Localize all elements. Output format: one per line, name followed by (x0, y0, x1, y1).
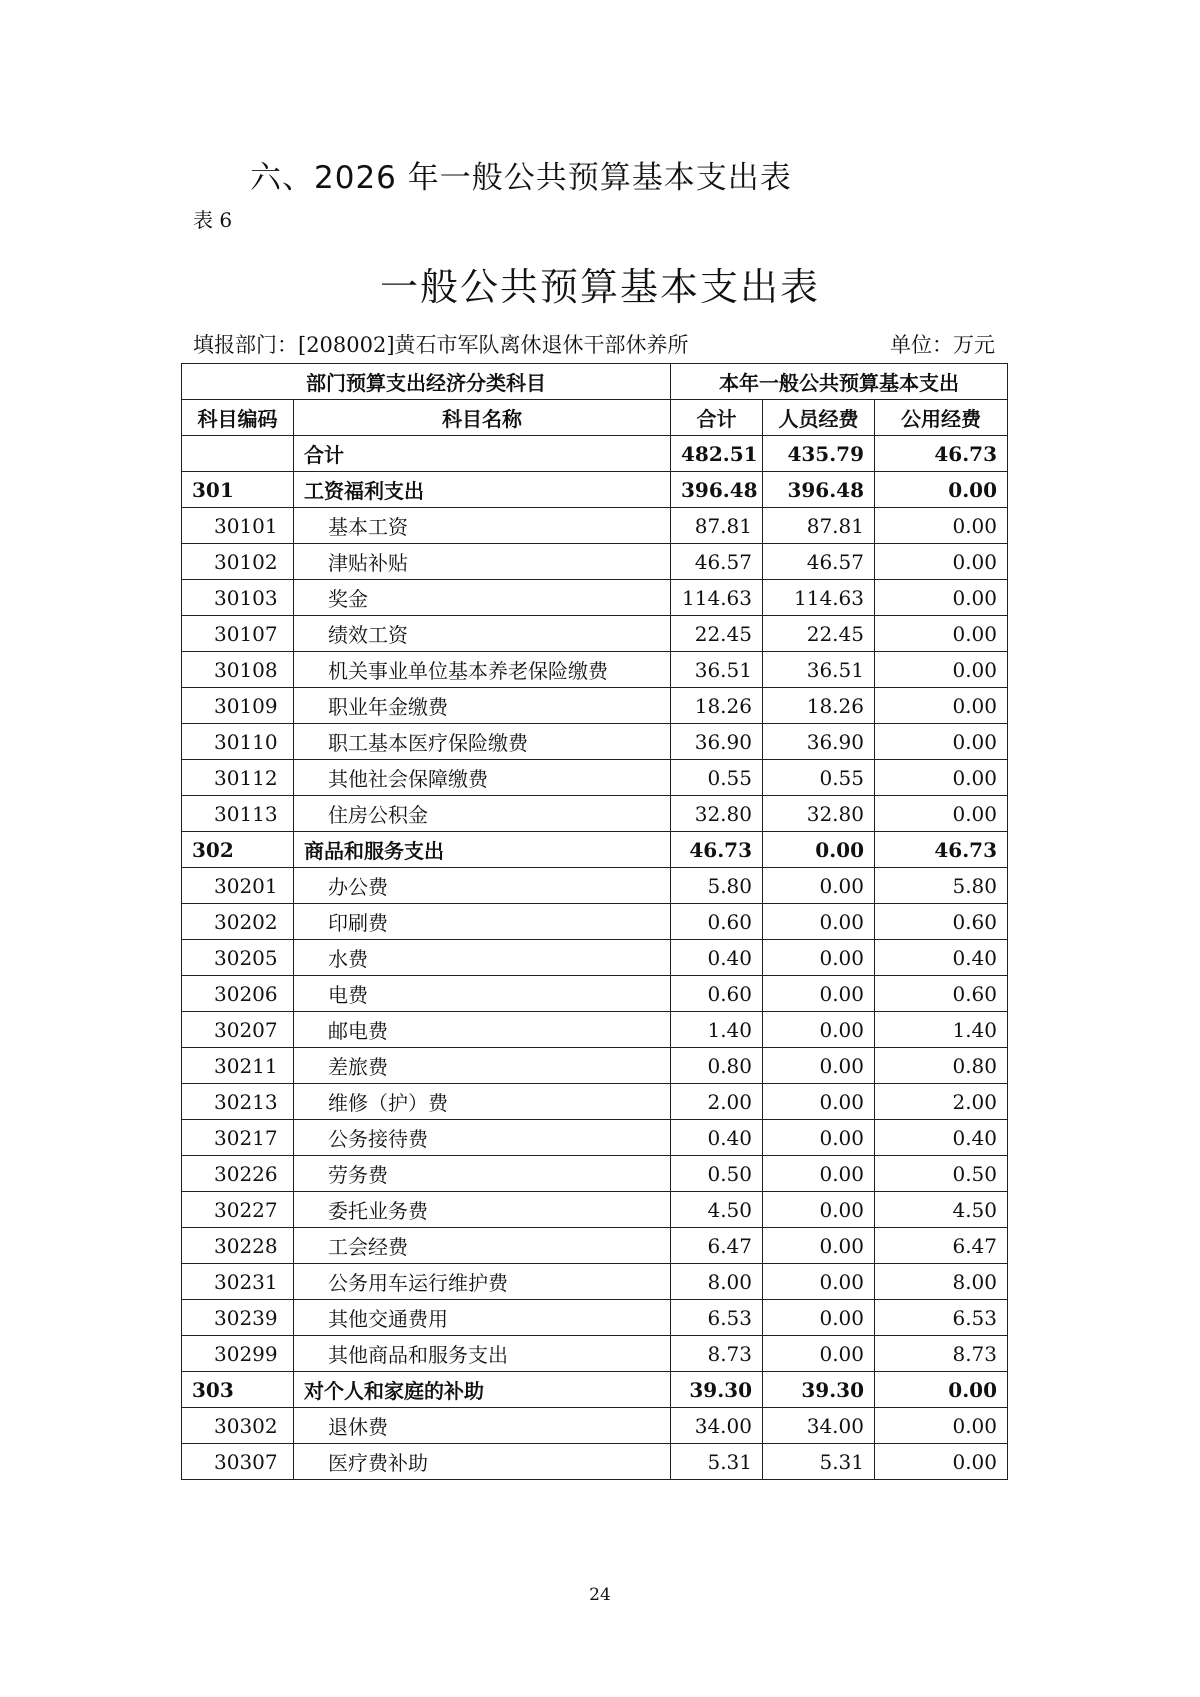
cell-name: 津贴补贴 (294, 544, 671, 580)
cell-personnel: 87.81 (763, 508, 875, 544)
cell-total: 114.63 (671, 580, 763, 616)
cell-public: 0.00 (875, 1372, 1008, 1408)
cell-personnel: 0.00 (763, 1048, 875, 1084)
table-row (182, 1336, 1008, 1372)
cell-public: 2.00 (875, 1084, 1008, 1120)
cell-personnel: 0.00 (763, 1120, 875, 1156)
cell-total: 482.51 (671, 436, 763, 472)
cell-code: 30103 (182, 580, 294, 616)
cell-name: 印刷费 (294, 904, 671, 940)
cell-code: 30228 (182, 1228, 294, 1264)
cell-total: 36.90 (671, 724, 763, 760)
cell-name: 机关事业单位基本养老保险缴费 (294, 652, 671, 688)
cell-code: 30231 (182, 1264, 294, 1300)
cell-total: 36.51 (671, 652, 763, 688)
cell-personnel: 0.55 (763, 760, 875, 796)
cell-code: 30112 (182, 760, 294, 796)
cell-total: 5.80 (671, 868, 763, 904)
cell-code: 30226 (182, 1156, 294, 1192)
cell-total: 5.31 (671, 1444, 763, 1480)
cell-code: 30213 (182, 1084, 294, 1120)
table-row (182, 832, 1008, 868)
cell-code: 302 (182, 832, 294, 868)
table-row (182, 472, 1008, 508)
cell-name: 商品和服务支出 (294, 832, 671, 868)
cell-public: 0.00 (875, 796, 1008, 832)
header-total: 合计 (671, 400, 763, 436)
cell-personnel: 0.00 (763, 1228, 875, 1264)
department-line (193, 329, 689, 359)
cell-total: 1.40 (671, 1012, 763, 1048)
cell-public: 0.00 (875, 760, 1008, 796)
cell-code: 30110 (182, 724, 294, 760)
cell-name: 其他交通费用 (294, 1300, 671, 1336)
department-label: 填报部门： (193, 333, 298, 357)
table-row (182, 1012, 1008, 1048)
table-row (182, 1300, 1008, 1336)
cell-total: 18.26 (671, 688, 763, 724)
cell-public: 46.73 (875, 436, 1008, 472)
cell-personnel: 39.30 (763, 1372, 875, 1408)
cell-name: 职工基本医疗保险缴费 (294, 724, 671, 760)
cell-public: 0.00 (875, 1444, 1008, 1480)
cell-public: 0.00 (875, 1408, 1008, 1444)
cell-code (182, 436, 294, 472)
cell-name: 住房公积金 (294, 796, 671, 832)
cell-code: 30211 (182, 1048, 294, 1084)
cell-personnel: 0.00 (763, 940, 875, 976)
cell-code: 303 (182, 1372, 294, 1408)
cell-public: 0.60 (875, 904, 1008, 940)
unit-label: 单位：万元 (890, 333, 995, 357)
cell-name: 水费 (294, 940, 671, 976)
cell-code: 30205 (182, 940, 294, 976)
cell-code: 30227 (182, 1192, 294, 1228)
table-row (182, 1372, 1008, 1408)
cell-total: 0.40 (671, 1120, 763, 1156)
cell-name: 绩效工资 (294, 616, 671, 652)
table-row (182, 616, 1008, 652)
cell-total: 396.48 (671, 472, 763, 508)
cell-total: 8.00 (671, 1264, 763, 1300)
cell-total: 0.55 (671, 760, 763, 796)
cell-code: 30102 (182, 544, 294, 580)
table-row (182, 724, 1008, 760)
cell-code: 30307 (182, 1444, 294, 1480)
table-row (182, 580, 1008, 616)
cell-public: 0.00 (875, 544, 1008, 580)
cell-name: 委托业务费 (294, 1192, 671, 1228)
cell-name: 工资福利支出 (294, 472, 671, 508)
cell-personnel: 435.79 (763, 436, 875, 472)
cell-name: 劳务费 (294, 1156, 671, 1192)
cell-public: 0.00 (875, 472, 1008, 508)
cell-personnel: 0.00 (763, 1192, 875, 1228)
budget-table (181, 363, 1008, 1480)
cell-code: 30202 (182, 904, 294, 940)
cell-name: 办公费 (294, 868, 671, 904)
cell-code: 30302 (182, 1408, 294, 1444)
table-row (182, 1084, 1008, 1120)
cell-public: 0.80 (875, 1048, 1008, 1084)
cell-total: 32.80 (671, 796, 763, 832)
table-row (182, 544, 1008, 580)
table-row (182, 1264, 1008, 1300)
cell-name: 工会经费 (294, 1228, 671, 1264)
cell-personnel: 0.00 (763, 1012, 875, 1048)
cell-code: 30108 (182, 652, 294, 688)
table-row (182, 976, 1008, 1012)
cell-personnel: 0.00 (763, 1084, 875, 1120)
cell-name: 邮电费 (294, 1012, 671, 1048)
cell-name: 电费 (294, 976, 671, 1012)
cell-public: 0.40 (875, 940, 1008, 976)
cell-name: 职业年金缴费 (294, 688, 671, 724)
table-row (182, 1228, 1008, 1264)
cell-code: 30109 (182, 688, 294, 724)
header-group-row (182, 364, 1008, 400)
page-title: 一般公共预算基本支出表 (379, 265, 820, 309)
cell-name: 其他商品和服务支出 (294, 1336, 671, 1372)
cell-name: 其他社会保障缴费 (294, 760, 671, 796)
cell-personnel: 22.45 (763, 616, 875, 652)
cell-total: 6.53 (671, 1300, 763, 1336)
cell-public: 8.00 (875, 1264, 1008, 1300)
cell-total: 87.81 (671, 508, 763, 544)
cell-total: 2.00 (671, 1084, 763, 1120)
cell-personnel: 0.00 (763, 1336, 875, 1372)
cell-personnel: 32.80 (763, 796, 875, 832)
header-code: 科目编码 (182, 400, 294, 436)
cell-name: 奖金 (294, 580, 671, 616)
cell-name: 退休费 (294, 1408, 671, 1444)
header-column-row (182, 400, 1008, 436)
table-row (182, 868, 1008, 904)
cell-public: 6.53 (875, 1300, 1008, 1336)
cell-name: 对个人和家庭的补助 (294, 1372, 671, 1408)
cell-name: 差旅费 (294, 1048, 671, 1084)
cell-code: 30206 (182, 976, 294, 1012)
header-name: 科目名称 (294, 400, 671, 436)
table-row (182, 1192, 1008, 1228)
cell-total: 0.40 (671, 940, 763, 976)
cell-personnel: 0.00 (763, 904, 875, 940)
table-number: 表 6 (193, 208, 233, 232)
cell-personnel: 0.00 (763, 1156, 875, 1192)
header-personnel: 人员经费 (763, 400, 875, 436)
cell-personnel: 36.51 (763, 652, 875, 688)
header-public: 公用经费 (875, 400, 1008, 436)
cell-name: 公务接待费 (294, 1120, 671, 1156)
cell-public: 1.40 (875, 1012, 1008, 1048)
cell-public: 0.50 (875, 1156, 1008, 1192)
table-row (182, 796, 1008, 832)
table-row (182, 940, 1008, 976)
cell-public: 8.73 (875, 1336, 1008, 1372)
table-row (182, 1156, 1008, 1192)
cell-code: 30217 (182, 1120, 294, 1156)
cell-public: 0.00 (875, 508, 1008, 544)
cell-public: 0.00 (875, 580, 1008, 616)
table-row (182, 1444, 1008, 1480)
table-row (182, 904, 1008, 940)
cell-personnel: 5.31 (763, 1444, 875, 1480)
cell-public: 46.73 (875, 832, 1008, 868)
cell-name: 维修（护）费 (294, 1084, 671, 1120)
header-group-classification: 部门预算支出经济分类科目 (182, 364, 671, 400)
cell-personnel: 114.63 (763, 580, 875, 616)
cell-total: 0.60 (671, 976, 763, 1012)
table-row (182, 1408, 1008, 1444)
cell-code: 30207 (182, 1012, 294, 1048)
header-group-expenditure: 本年一般公共预算基本支出 (671, 364, 1008, 400)
cell-code: 30299 (182, 1336, 294, 1372)
cell-personnel: 0.00 (763, 1300, 875, 1336)
cell-personnel: 18.26 (763, 688, 875, 724)
cell-total: 0.50 (671, 1156, 763, 1192)
cell-total: 0.80 (671, 1048, 763, 1084)
cell-name: 医疗费补助 (294, 1444, 671, 1480)
cell-code: 30239 (182, 1300, 294, 1336)
cell-public: 4.50 (875, 1192, 1008, 1228)
cell-total: 39.30 (671, 1372, 763, 1408)
page-number: 24 (589, 1585, 611, 1605)
cell-total: 46.57 (671, 544, 763, 580)
cell-code: 30201 (182, 868, 294, 904)
cell-public: 6.47 (875, 1228, 1008, 1264)
cell-public: 0.60 (875, 976, 1008, 1012)
cell-public: 0.00 (875, 652, 1008, 688)
cell-total: 22.45 (671, 616, 763, 652)
cell-total: 8.73 (671, 1336, 763, 1372)
cell-total: 34.00 (671, 1408, 763, 1444)
cell-name: 基本工资 (294, 508, 671, 544)
cell-name: 公务用车运行维护费 (294, 1264, 671, 1300)
cell-public: 0.00 (875, 616, 1008, 652)
cell-code: 30113 (182, 796, 294, 832)
cell-code: 30107 (182, 616, 294, 652)
cell-public: 0.00 (875, 724, 1008, 760)
table-body (182, 436, 1008, 1480)
table-row (182, 688, 1008, 724)
cell-personnel: 0.00 (763, 1264, 875, 1300)
cell-total: 6.47 (671, 1228, 763, 1264)
cell-personnel: 46.57 (763, 544, 875, 580)
cell-code: 30101 (182, 508, 294, 544)
cell-personnel: 396.48 (763, 472, 875, 508)
department-value: [208002]黄石市军队离休退休干部休养所 (298, 333, 689, 357)
table-row (182, 1120, 1008, 1156)
cell-total: 4.50 (671, 1192, 763, 1228)
cell-public: 5.80 (875, 868, 1008, 904)
table-row (182, 760, 1008, 796)
cell-personnel: 0.00 (763, 868, 875, 904)
table-row (182, 1048, 1008, 1084)
cell-name: 合计 (294, 436, 671, 472)
cell-personnel: 0.00 (763, 832, 875, 868)
cell-code: 301 (182, 472, 294, 508)
cell-public: 0.00 (875, 688, 1008, 724)
cell-personnel: 0.00 (763, 976, 875, 1012)
section-title: 六、2026 年一般公共预算基本支出表 (250, 160, 792, 196)
table-row (182, 652, 1008, 688)
cell-total: 0.60 (671, 904, 763, 940)
cell-total: 46.73 (671, 832, 763, 868)
table-row (182, 436, 1008, 472)
table-row (182, 508, 1008, 544)
cell-public: 0.40 (875, 1120, 1008, 1156)
cell-personnel: 34.00 (763, 1408, 875, 1444)
cell-personnel: 36.90 (763, 724, 875, 760)
